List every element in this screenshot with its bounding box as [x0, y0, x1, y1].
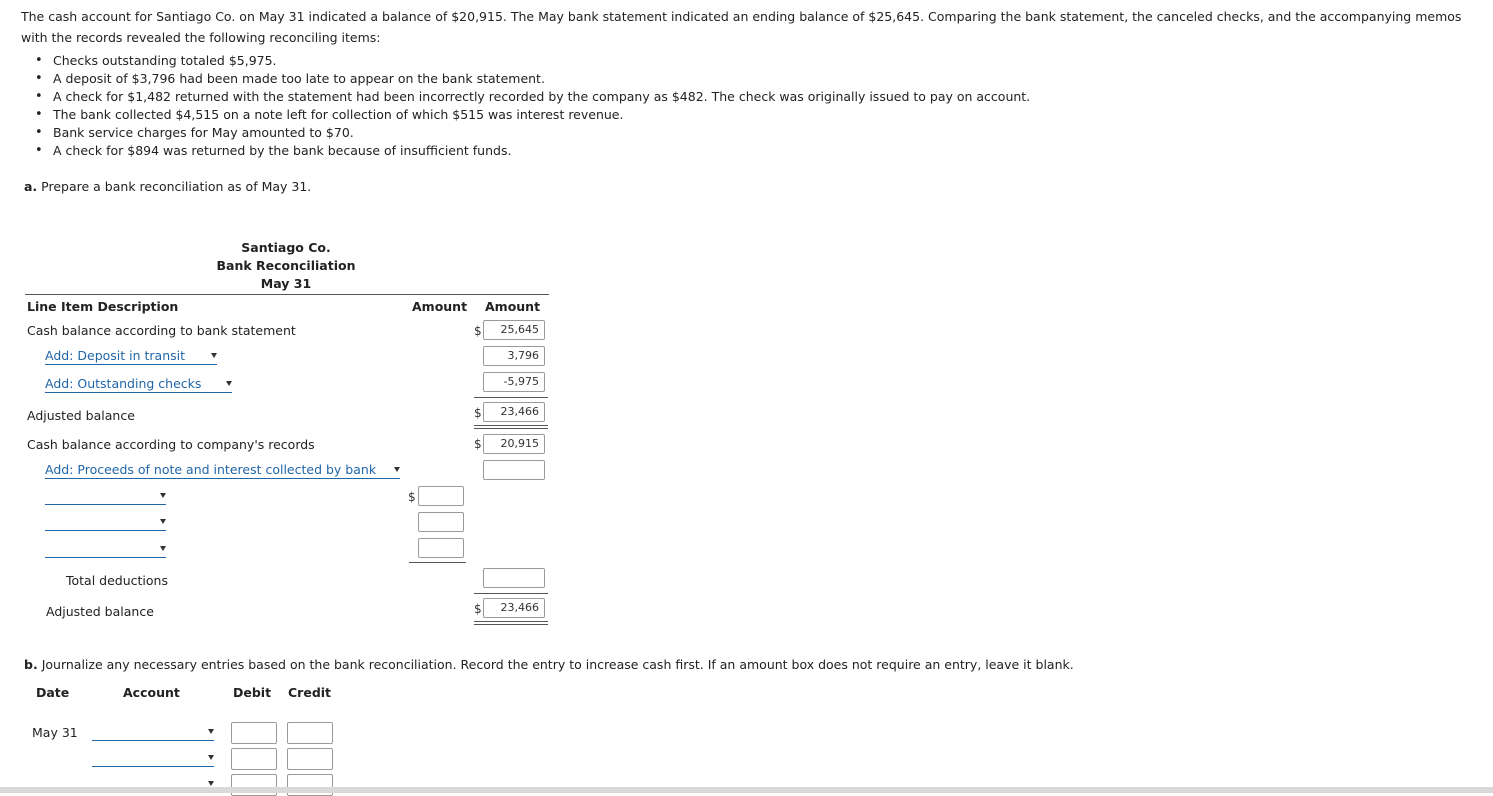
dollar-sign: $ — [408, 490, 416, 504]
journal-debit-input-2[interactable] — [231, 748, 277, 770]
part-a-text: Prepare a bank reconciliation as of May 31. — [41, 179, 312, 194]
journal-credit-input-2[interactable] — [287, 748, 333, 770]
list-item: • A deposit of $3,796 had been made too late to appear on the bank statement. — [35, 70, 1030, 88]
bank-balance-input[interactable]: 25,645 — [483, 320, 545, 340]
journal-debit-input-1[interactable] — [231, 722, 277, 744]
outstanding-checks-input[interactable]: -5,975 — [483, 372, 545, 392]
deposit-in-transit-input[interactable]: 3,796 — [483, 346, 545, 366]
deduction-input-1[interactable] — [418, 486, 464, 506]
part-a-instruction — [24, 179, 311, 194]
adjusted-balance-input[interactable]: 23,466 — [483, 402, 545, 422]
part-a-label: a. — [24, 179, 38, 194]
dollar-sign: $ — [474, 602, 482, 616]
recon-title: Bank Reconciliation — [216, 258, 356, 273]
deduction-input-2[interactable] — [418, 512, 464, 532]
chevron-down-icon — [211, 353, 217, 358]
deduction-select-3[interactable] — [45, 541, 166, 558]
double-total-line — [474, 425, 548, 429]
recon-date: May 31 — [260, 276, 312, 291]
part-b-instruction — [24, 657, 1074, 672]
col-line-item-description: Line Item Description — [27, 299, 179, 314]
col-amount-2: Amount — [485, 299, 541, 314]
deduction-select-1[interactable] — [45, 488, 166, 505]
col-amount-1: Amount — [412, 299, 468, 314]
chevron-down-icon — [394, 467, 400, 472]
col-debit: Debit — [233, 685, 272, 700]
list-item: • Bank service charges for May amounted to $70. — [35, 124, 1030, 142]
dollar-sign: $ — [474, 406, 482, 420]
list-item: • Checks outstanding totaled $5,975. — [35, 52, 1030, 70]
col-credit: Credit — [288, 685, 332, 700]
part-b-text: Journalize any necessary entries based on the bank reconciliation. Record the entry to increase cash first. If an amount box does not require an entry, leave it blank. — [41, 657, 1074, 672]
dollar-sign: $ — [474, 437, 482, 451]
heading-divider — [25, 294, 409, 295]
journal-account-select-1[interactable] — [92, 724, 214, 741]
company-balance-label: Cash balance according to company's records — [27, 437, 315, 452]
reconciling-items-list — [35, 52, 1030, 160]
chevron-down-icon — [208, 755, 214, 760]
adjusted-balance-input-2[interactable]: 23,466 — [483, 598, 545, 618]
deductions-subtotal-line — [409, 562, 466, 563]
col-account: Account — [123, 685, 180, 700]
select-label: Add: Outstanding checks — [45, 376, 202, 391]
total-deductions-input[interactable] — [483, 568, 545, 588]
chevron-down-icon — [226, 381, 232, 386]
dollar-sign: $ — [474, 324, 482, 338]
problem-intro: The cash account for Santiago Co. on May 31 indicated a balance of $20,915. The May bank statement indicated an ending balance of $25,645. Comparing the bank statement, the canceled checks, and the accompanying memos with the records revealed the following reconciling items: — [21, 9, 1462, 45]
horizontal-scrollbar[interactable] — [0, 787, 1493, 793]
subtotal-line — [474, 593, 548, 594]
list-item: • The bank collected $4,515 on a note left for collection of which $515 was interest revenue. — [35, 106, 1030, 124]
chevron-down-icon — [208, 781, 214, 786]
chevron-down-icon — [160, 493, 166, 498]
deposit-in-transit-select[interactable] — [45, 348, 217, 365]
adjusted-balance-label: Adjusted balance — [27, 408, 135, 423]
bank-balance-label: Cash balance according to bank statement — [27, 323, 296, 338]
list-item: • A check for $894 was returned by the bank because of insufficient funds. — [35, 142, 1030, 160]
deduction-input-3[interactable] — [418, 538, 464, 558]
journal-date: May 31 — [32, 725, 78, 740]
company-balance-input[interactable]: 20,915 — [483, 434, 545, 454]
list-item: • A check for $1,482 returned with the statement had been incorrectly recorded by the company as $482. The check was originally issued to pay on account. — [35, 88, 1030, 106]
note-proceeds-input[interactable] — [483, 460, 545, 480]
journal-account-select-2[interactable] — [92, 750, 214, 767]
subtotal-line — [474, 397, 548, 398]
double-total-line — [474, 621, 548, 625]
select-label: Add: Proceeds of note and interest collected by bank — [45, 462, 377, 477]
chevron-down-icon — [160, 519, 166, 524]
part-b-label: b. — [24, 657, 38, 672]
note-proceeds-select[interactable] — [45, 462, 400, 479]
chevron-down-icon — [208, 729, 214, 734]
total-deductions-label: Total deductions — [66, 573, 168, 588]
select-label: Add: Deposit in transit — [45, 348, 186, 363]
col-date: Date — [36, 685, 70, 700]
outstanding-checks-select[interactable] — [45, 376, 232, 393]
heading-divider-right — [409, 294, 549, 295]
deduction-select-2[interactable] — [45, 514, 166, 531]
adjusted-balance-label-2: Adjusted balance — [46, 604, 154, 619]
recon-company: Santiago Co. — [241, 240, 331, 255]
chevron-down-icon — [160, 546, 166, 551]
journal-credit-input-1[interactable] — [287, 722, 333, 744]
